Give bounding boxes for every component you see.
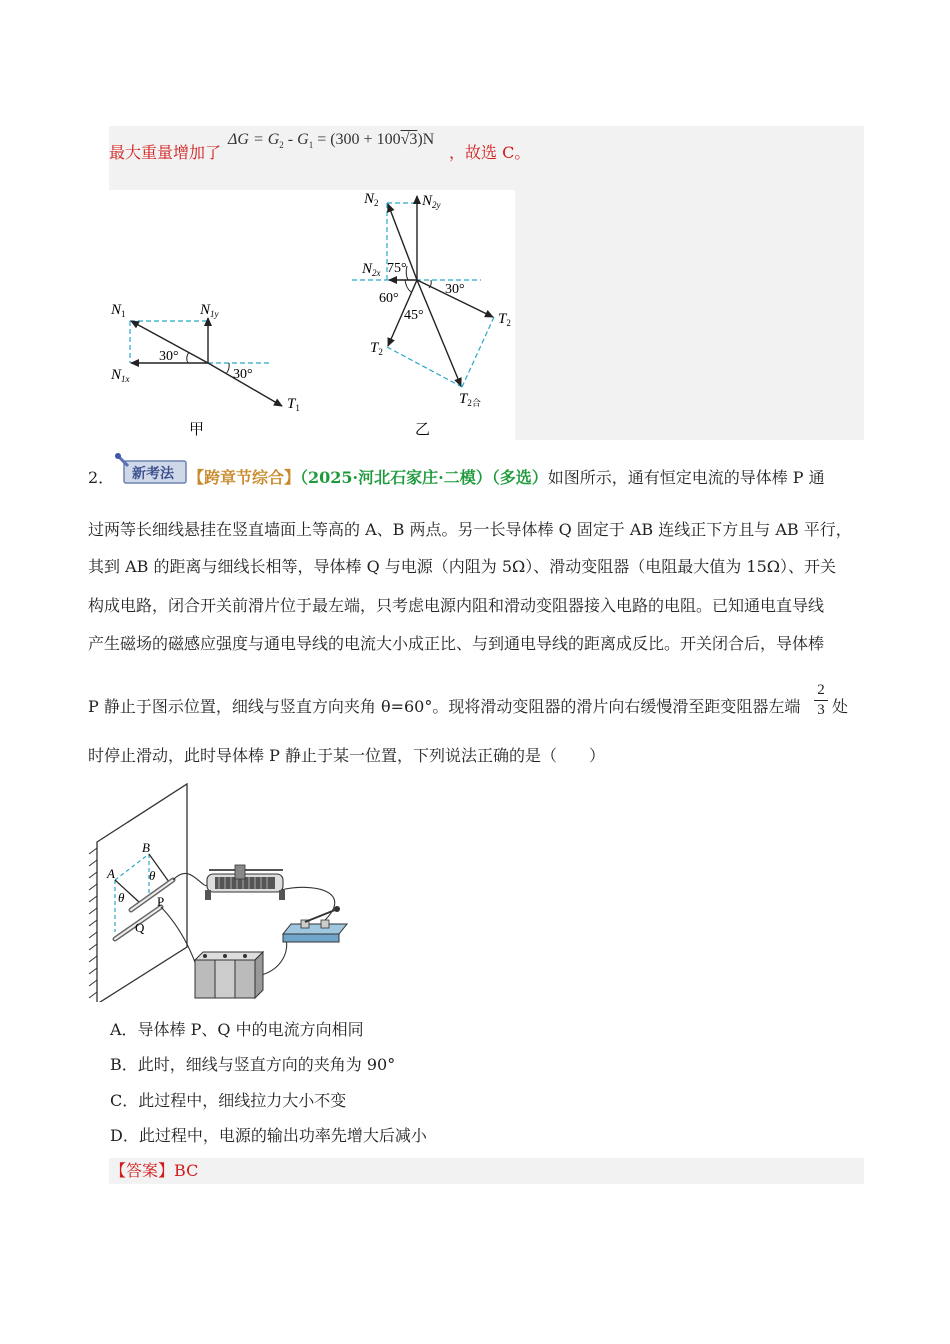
apparatus-figure: [85, 782, 375, 1002]
answer-label: 【答案】: [110, 1161, 175, 1180]
label-T2-left: $T_2$: [370, 340, 383, 357]
option-b: B．此时，细线与竖直方向的夹角为 90°: [110, 1055, 396, 1074]
fraction-denominator: 3: [814, 700, 828, 719]
solution-line: [109, 142, 221, 164]
label-N1: $N_1$: [111, 302, 126, 319]
new-method-badge: [114, 452, 188, 486]
question-line-6: 处: [832, 697, 849, 716]
question-first-line: [188, 467, 825, 489]
diagram-jia: [110, 302, 300, 438]
label-theta-2: θ: [149, 868, 156, 883]
angle-yi-60: 60°: [379, 291, 399, 306]
angle-yi-75: 75°: [387, 261, 407, 276]
answer-value: BC: [174, 1161, 199, 1180]
label-N2y: $N_{2y}$: [422, 193, 441, 210]
question-line-5: P 静止于图示位置，细线与竖直方向夹角 θ=60°。现将滑动变阻器的滑片向右缓慢滑至距变阻器左端: [88, 697, 801, 716]
question-line-2: 其到 AB 的距离与细线长相等，导体棒 Q 与电源（内阻为 5Ω）、滑动变阻器（电阻最大值为 15Ω）、开关: [88, 557, 837, 576]
formula-sqrt: √3: [400, 131, 418, 148]
angle-yi-30: 30°: [445, 282, 465, 297]
formula-lhs: ΔG = G: [228, 131, 280, 148]
answer-line: [110, 1160, 198, 1182]
question-tag: 【跨章节综合】: [188, 468, 301, 487]
question-line-0: 如图所示，通有恒定电流的导体棒 P 通: [547, 468, 825, 487]
formula-sub2: 2: [279, 140, 284, 151]
question-source: （2025·河北石家庄·二模）（多选）: [300, 468, 548, 487]
label-B: B: [142, 840, 150, 855]
battery-pack: [195, 952, 263, 998]
question-line-7: 时停止滑动，此时导体棒 P 静止于某一位置，下列说法正确的是（ ）: [88, 746, 605, 765]
label-N1x: $N_{1x}$: [111, 367, 130, 384]
solution-formula: [228, 128, 434, 157]
formula-eq: = (300 + 100: [313, 131, 401, 148]
diagram-yi: [352, 191, 511, 438]
label-N2x: $N_{2x}$: [362, 261, 381, 278]
wall: [97, 784, 187, 1002]
question-line-3: 构成电路，闭合开关前滑片位于最左端，只考虑电源内阻和滑动变阻器接入电路的电阻。已知通电直导线: [88, 596, 825, 615]
option-a: A．导体棒 P、Q 中的电流方向相同: [110, 1020, 364, 1039]
question-line-1: 过两等长细线悬挂在竖直墙面上等高的 A、B 两点。另一长导体棒 Q 固定于 AB 连线正下方且与 AB 平行，: [88, 520, 852, 539]
formula-mid: - G: [283, 131, 309, 148]
caption-yi: 乙: [415, 422, 431, 438]
force-diagrams: [109, 190, 515, 440]
label-theta-1: θ: [118, 890, 125, 905]
formula-sub1: 1: [308, 140, 314, 151]
formula-tail: )N: [417, 131, 435, 148]
label-Q: Q: [135, 920, 145, 935]
question-line-4: 产生磁场的磁感应强度与通电导线的电流大小成正比、与到通电导线的距离成反比。开关闭合后，导体棒: [88, 634, 825, 653]
label-A: A: [107, 866, 115, 881]
answer-block: [109, 1158, 864, 1184]
fraction-two-thirds: [814, 681, 828, 719]
angle-yi-45: 45°: [404, 308, 424, 323]
knife-switch: [283, 906, 347, 942]
solution-prefix: 最大重量增加了: [109, 143, 222, 162]
angle-jia-a: 30°: [159, 349, 179, 364]
fraction-numerator: 2: [817, 682, 825, 698]
label-T2-right: $T_2$: [498, 311, 511, 328]
solution-suffix: ，故选 C。: [449, 143, 531, 162]
angle-jia-b: 30°: [233, 367, 253, 382]
badge-label: 新考法: [132, 466, 174, 482]
question-number: 2．: [88, 468, 115, 487]
label-T2he: $T_{2合}$: [459, 391, 481, 408]
rheostat: [205, 865, 285, 900]
label-T1: $T_1$: [287, 396, 300, 413]
option-c: C．此过程中，细线拉力大小不变: [110, 1091, 347, 1110]
label-N1y: $N_{1y}$: [200, 302, 219, 319]
caption-jia: 甲: [189, 422, 205, 438]
option-d: D．此过程中，电源的输出功率先增大后减小: [110, 1126, 427, 1145]
label-N2: $N_2$: [364, 191, 379, 208]
label-P: P: [157, 894, 165, 909]
